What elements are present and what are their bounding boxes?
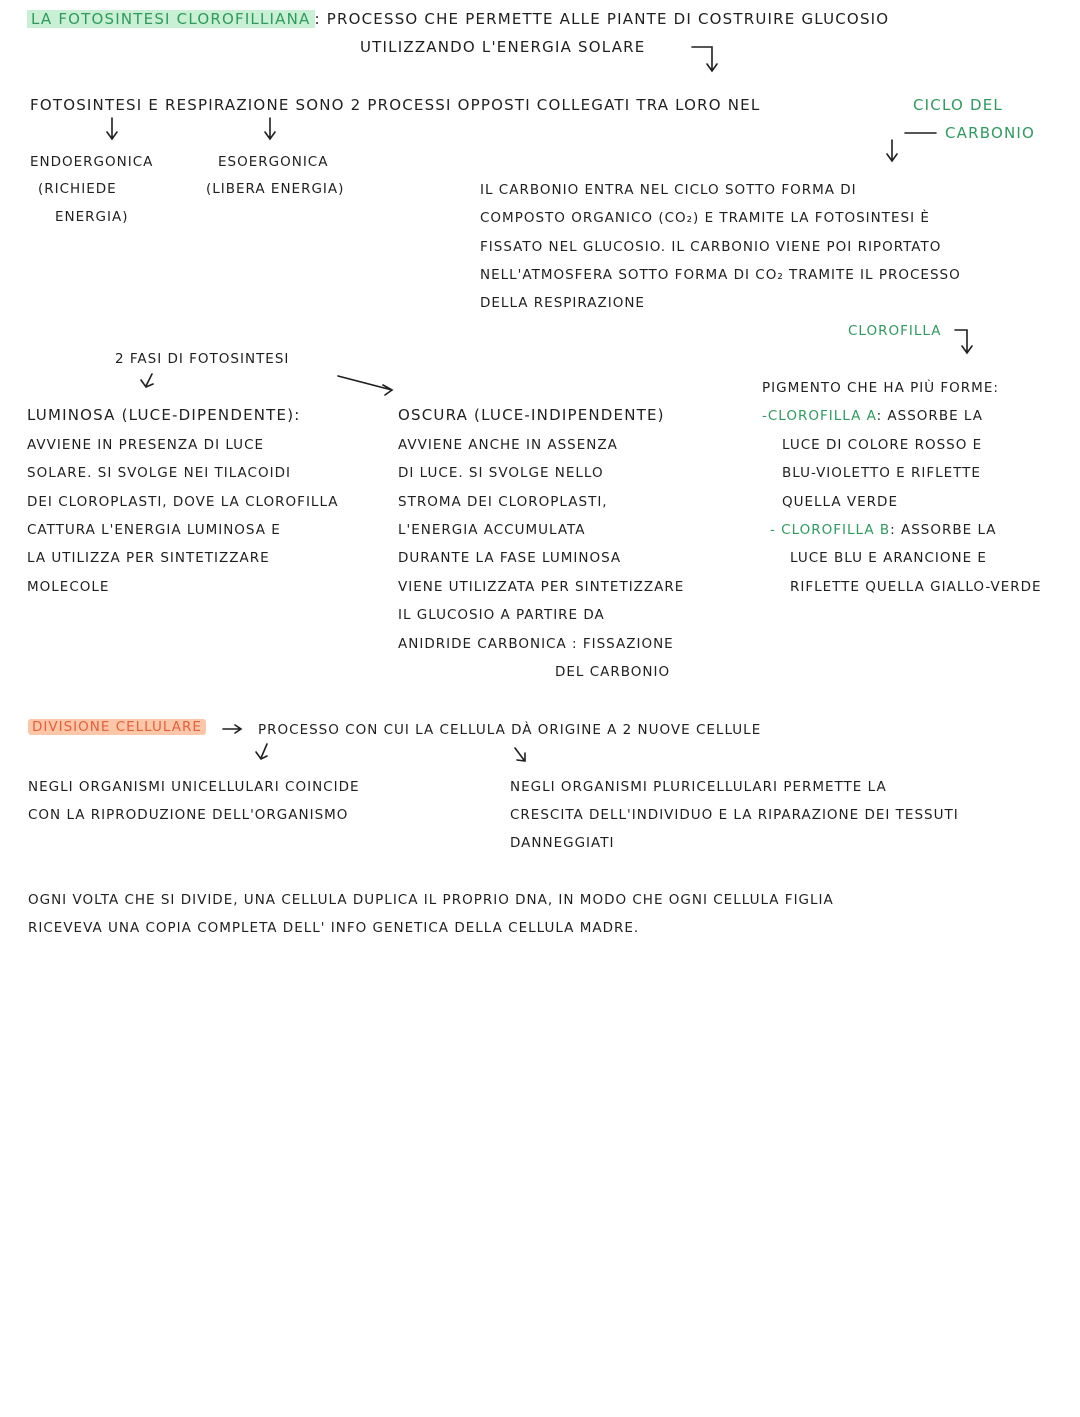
ciclo-line1: CICLO DEL xyxy=(913,96,1003,114)
luminosa-line: CATTURA L'ENERGIA LUMINOSA E xyxy=(27,522,281,538)
clorofilla-a-text: : ASSORBE LA xyxy=(876,408,983,424)
luminosa-line: LA UTILIZZA PER SINTETIZZARE xyxy=(27,550,270,566)
division-title-wrap xyxy=(28,717,206,737)
carbon-line: IL CARBONIO ENTRA NEL CICLO SOTTO FORMA DI xyxy=(480,182,857,198)
photosynthesis-definition xyxy=(27,9,889,29)
arrow-down-fotosintesi xyxy=(107,118,117,139)
clorofilla-a-line: LUCE DI COLORE ROSSO E xyxy=(782,437,983,453)
endo-line2: (RICHIEDE xyxy=(38,181,117,197)
clorofilla-a-line: QUELLA VERDE xyxy=(782,494,898,510)
carbon-line: FISSATO NEL GLUCOSIO. IL CARBONIO VIENE POI RIPORTATO xyxy=(480,239,942,255)
clorofilla-a-label: -CLOROFILLA A xyxy=(762,408,877,424)
uni-line1: NEGLI ORGANISMI UNICELLULARI COINCIDE xyxy=(28,779,360,795)
clorofilla-a xyxy=(762,406,983,426)
luminosa-line: DEI CLOROPLASTI, DOVE LA CLOROFILLA xyxy=(27,494,339,510)
photosynthesis-def-line1: : PROCESSO CHE PERMETTE ALLE PIANTE DI COSTRUIRE GLUCOSIO xyxy=(314,10,890,28)
oscura-line: VIENE UTILIZZATA PER SINTETIZZARE xyxy=(398,579,685,595)
pluri-line2: CRESCITA DELL'INDIVIDUO E LA RIPARAZIONE DEI TESSUTI xyxy=(510,807,959,823)
carbon-line: DELLA RESPIRAZIONE xyxy=(480,295,645,311)
endo-line3: ENERGIA) xyxy=(55,209,129,225)
photosynthesis-title: LA FOTOSINTESI CLOROFILLIANA xyxy=(27,10,315,28)
arrow-divisione-down-left xyxy=(256,744,267,759)
arrow-down-1 xyxy=(692,47,717,71)
arrow-divisione-right xyxy=(223,725,241,733)
carbon-line: NELL'ATMOSFERA SOTTO FORMA DI CO₂ TRAMITE IL PROCESSO xyxy=(480,267,961,283)
eso-line1: ESOERGONICA xyxy=(218,154,329,170)
oscura-line: DEL CARBONIO xyxy=(555,664,671,680)
luminosa-line: MOLECOLE xyxy=(27,579,110,595)
clorofilla-b-line: RIFLETTE QUELLA GIALLO-VERDE xyxy=(790,579,1042,595)
oscura-line: IL GLUCOSIO A PARTIRE DA xyxy=(398,607,605,623)
arrow-down-respirazione xyxy=(265,118,275,139)
oscura-line: L'ENERGIA ACCUMULATA xyxy=(398,522,586,538)
uni-line2: CON LA RIPRODUZIONE DELL'ORGANISMO xyxy=(28,807,349,823)
pluri-line1: NEGLI ORGANISMI PLURICELLULARI PERMETTE LA xyxy=(510,779,887,795)
endo-line1: ENDOERGONICA xyxy=(30,154,154,170)
division-definition: PROCESSO CON CUI LA CELLULA DÀ ORIGINE A 2 NUOVE CELLULE xyxy=(258,722,762,738)
oscura-line: DI LUCE. SI SVOLGE NELLO xyxy=(398,465,604,481)
arrow-divisione-down-right xyxy=(515,748,525,761)
arrow-ciclo xyxy=(887,133,936,161)
pluri-line3: DANNEGGIATI xyxy=(510,835,615,851)
oscura-line: ANIDRIDE CARBONICA : FISSAZIONE xyxy=(398,636,674,652)
ciclo-line2: CARBONIO xyxy=(945,124,1036,142)
photosynthesis-def-line2: UTILIZZANDO L'ENERGIA SOLARE xyxy=(360,38,646,56)
oscura-line: DURANTE LA FASE LUMINOSA xyxy=(398,550,622,566)
arrow-fasi-right xyxy=(338,376,392,395)
oscura-title: OSCURA (LUCE-INDIPENDENTE) xyxy=(398,406,665,424)
division-title: DIVISIONE CELLULARE xyxy=(28,719,206,735)
phases-title-text: 2 FASI DI FOTOSINTESI xyxy=(115,351,290,367)
carbon-line: COMPOSTO ORGANICO (CO₂) E TRAMITE LA FOTOSINTESI È xyxy=(480,210,930,226)
luminosa-line: AVVIENE IN PRESENZA DI LUCE xyxy=(27,437,265,453)
luminosa-line: SOLARE. SI SVOLGE NEI TILACOIDI xyxy=(27,465,291,481)
clorofilla-b-label: - CLOROFILLA B xyxy=(770,522,891,538)
clorofilla-b xyxy=(770,520,997,540)
oscura-line: AVVIENE ANCHE IN ASSENZA xyxy=(398,437,618,453)
dna-line1: OGNI VOLTA CHE SI DIVIDE, UNA CELLULA DUPLICA IL PROPRIO DNA, IN MODO CHE OGNI CELLULA FIGLIA xyxy=(28,892,834,908)
luminosa-title: LUMINOSA (LUCE-DIPENDENTE): xyxy=(27,406,301,424)
clorofilla-intro: PIGMENTO CHE HA PIÙ FORME: xyxy=(762,380,999,396)
clorofilla-a-line: BLU-VIOLETTO E RIFLETTE xyxy=(782,465,981,481)
arrow-clorofilla xyxy=(955,330,972,353)
clorofilla-b-line: LUCE BLU E ARANCIONE E xyxy=(790,550,987,566)
oscura-line: STROMA DEI CLOROPLASTI, xyxy=(398,494,608,510)
clorofilla-b-text: : ASSORBE LA xyxy=(890,522,997,538)
arrow-fasi-left xyxy=(141,374,153,387)
dna-line2: RICEVEVA UNA COPIA COMPLETA DELL' INFO GENETICA DELLA CELLULA MADRE. xyxy=(28,920,640,936)
intro-text: FOTOSINTESI E RESPIRAZIONE SONO 2 PROCESSI OPPOSTI COLLEGATI TRA LORO NEL xyxy=(30,96,761,114)
phases-title xyxy=(115,349,289,369)
eso-line2: (LIBERA ENERGIA) xyxy=(206,181,345,197)
clorofilla-title: CLOROFILLA xyxy=(848,323,942,339)
